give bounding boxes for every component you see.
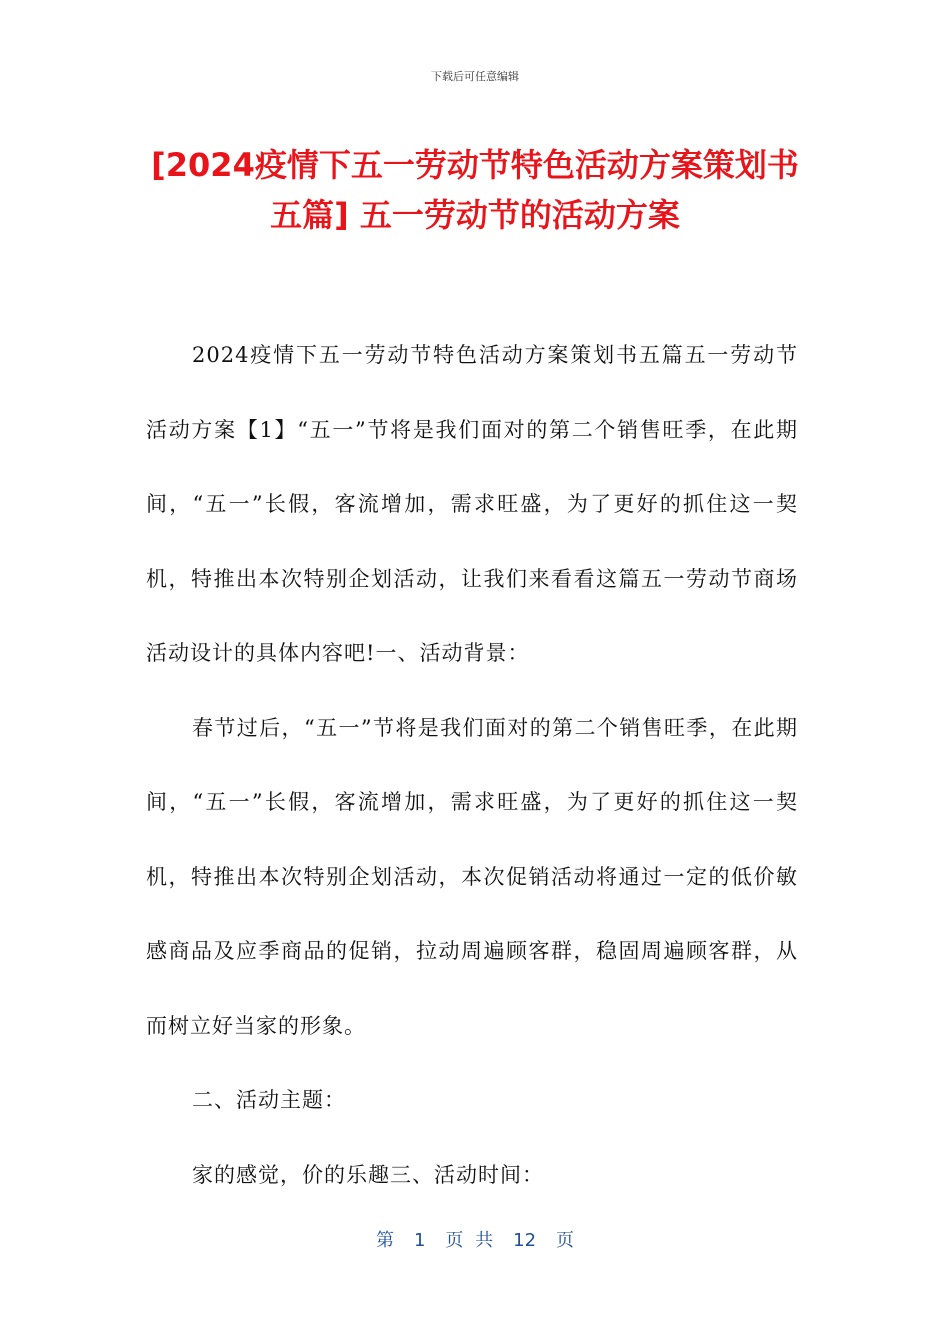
footer-page-number: 1: [413, 1230, 426, 1251]
paragraph-theme: 家的感觉，价的乐趣三、活动时间：: [192, 1162, 544, 1187]
paragraph-background: 春节过后，“五一”节将是我们面对的第二个销售旺季，在此期间，“五一”长假，客流增加，需求旺盛，为了更好的抓住这一契机，特推出本次特别企划活动，本次促销活动将通过一定的低价敏感商品及应季商品的促销，拉动周遍顾客群，稳固周遍顾客群，从而树立好当家的形象。: [146, 715, 798, 1038]
footer-total-pages: 12: [513, 1230, 537, 1251]
paragraph-intro: 2024疫情下五一劳动节特色活动方案策划书五篇五一劳动节活动方案【1】“五一”节将是我们面对的第二个销售旺季，在此期间，“五一”长假，客流增加，需求旺盛，为了更好的抓住这一契机，特推出本次特别企划活动，让我们来看看这篇五一劳动节商场活动设计的具体内容吧!一、活动背景：: [146, 343, 798, 665]
paragraph-theme-heading: 二、活动主题：: [192, 1088, 346, 1112]
footer-page-label: 第: [375, 1230, 394, 1251]
page-footer: [0, 1226, 950, 1252]
footer-page-mid: 页 共: [445, 1230, 494, 1251]
document-body: [146, 318, 798, 1212]
footer-page-suffix: 页: [556, 1230, 575, 1251]
header-note: 下载后可任意编辑: [431, 70, 519, 83]
document-title: [2024疫情下五一劳动节特色活动方案策划书五篇] 五一劳动节的活动方案: [151, 146, 799, 234]
